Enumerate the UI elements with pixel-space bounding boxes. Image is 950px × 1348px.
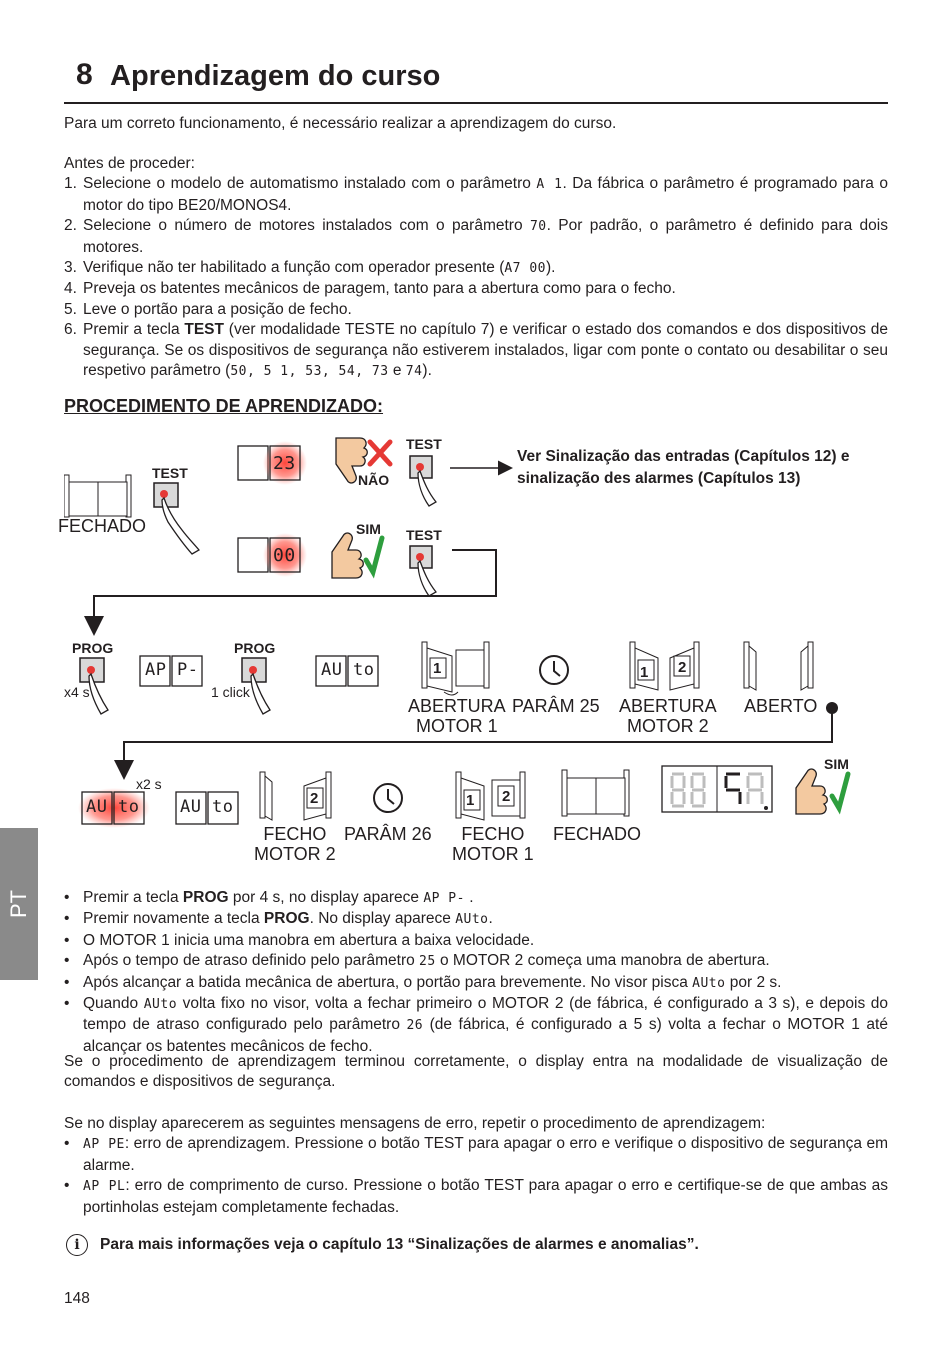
procedure-title: PROCEDIMENTO DE APRENDIZADO: <box>64 396 384 416</box>
test-button-icon <box>154 483 199 554</box>
list-item: • O MOTOR 1 inicia uma manobra em abertura a baixa velocidade. <box>64 931 888 951</box>
label-test: TEST <box>152 465 188 481</box>
intro-paragraph: Para um correto funcionamento, é necessário realizar a aprendizagem do curso. <box>64 115 617 132</box>
label-fechado: FECHADO <box>58 516 147 536</box>
label-test: TEST <box>406 436 442 452</box>
label-sim: SIM <box>824 756 849 772</box>
display-auto-1: AU <box>321 660 343 680</box>
test-button-icon <box>410 456 436 506</box>
param-code: 50, 5 1, 53, 54, 73 <box>230 364 389 380</box>
before-label: Antes de proceder: <box>64 155 195 172</box>
label-fecho-motor2: FECHO MOTOR 2 <box>254 824 336 864</box>
leaf-number: 2 <box>502 788 511 805</box>
param-code: A7 00 <box>504 261 546 277</box>
display-idle-icon <box>662 766 772 812</box>
label-aberto: ABERTO <box>744 696 818 716</box>
section-number: 8 <box>76 58 93 91</box>
display-err-value: 23 <box>273 453 296 474</box>
label-abertura-motor1: ABERTURA MOTOR 1 <box>408 696 506 736</box>
label-x2s: x2 s <box>136 776 162 792</box>
clock-icon <box>374 784 402 812</box>
leaf-number: 2 <box>678 659 687 676</box>
language-tab <box>0 828 38 980</box>
list-item: • AP PL: erro de comprimento de curso. Pressione o botão TEST para apagar o erro e certifique-se de que ambas as portinholas estejam completamente fechadas. <box>64 1176 888 1218</box>
display-auto-2: to <box>212 797 234 817</box>
list-item: • Após o tempo de atraso definido pelo parâmetro 25 o MOTOR 2 começa uma manobra de abertura. <box>64 951 888 972</box>
label-nao: NÃO <box>358 472 390 488</box>
display-auto-2: to <box>353 660 375 680</box>
info-icon: i <box>66 1234 88 1256</box>
list-item: 6. Premir a tecla TEST (ver modalidade TESTE no capítulo 7) e verificar o estado dos comandos e dos dispositivos de segurança. Se os dispositivos de segurança não estiverem instalados, ligar com ponte o contato ou desabilitar o seu respetivo parâmetro (50, 5 1, 53, 54, 73 e 74). <box>64 321 888 380</box>
leaf-number: 1 <box>640 664 649 681</box>
procedure-bullets <box>64 888 888 1057</box>
info-text: Para mais informações veja o capítulo 13 “Sinalizações de alarmes e anomalias”. <box>100 1236 699 1253</box>
learning-diagram <box>58 420 950 880</box>
list-item: 1. Selecione o modelo de automatismo instalado com o parâmetro A 1. Da fábrica o parâmetro é programado para o motor do tipo BE20/MONOS4. <box>64 175 889 214</box>
after-paragraph: Se o procedimento de aprendizagem terminou corretamente, o display entra na modalidade de visualização de comandos e dispositivos de segurança. <box>64 1053 888 1091</box>
param-code: 74 <box>405 364 423 380</box>
label-prog: PROG <box>234 640 276 656</box>
label-test: TEST <box>406 527 442 543</box>
list-item: 4. Preveja os batentes mecânicos de paragem, tanto para a abertura como para o fecho. <box>64 280 676 298</box>
list-item: • Premir a tecla PROG por 4 s, no display aparece AP P- . <box>64 888 888 909</box>
display-ap-2: P- <box>177 660 199 680</box>
gate-closing-motor2-icon <box>260 772 331 820</box>
before-section <box>64 154 888 382</box>
label-prog: PROG <box>72 640 114 656</box>
list-item: • AP PE: erro de aprendizagem. Pressione o botão TEST para apagar o erro e verifique o dispositivo de segurança em alarme. <box>64 1134 888 1176</box>
label-param26: PARÂM 26 <box>344 824 432 844</box>
list-item: 3. Verifique não ter habilitado a função com operador presente (A7 00). <box>64 259 556 277</box>
display-ap-1: AP <box>145 660 167 680</box>
list-item: 2. Selecione o número de motores instalados com o parâmetro 70. Por padrão, o parâmetro é definido para dois motores. <box>64 217 888 256</box>
gate-closed-icon <box>64 475 131 517</box>
label-x4s: x4 s <box>64 684 90 700</box>
list-item: • Quando AUto volta fixo no visor, volta a fechar primeiro o MOTOR 2 (de fábrica, é configurado a 3 s), e depois do tempo de atraso configurado pelo parâmetro 26 (de fábrica, é configurado a 5 s) volta a fechar o MOTOR 1 até alcançar os batentes mecânicos de fecho. <box>64 994 888 1057</box>
label-param25: PARÂM 25 <box>512 696 600 716</box>
thumbs-up-icon <box>796 769 848 814</box>
label-fechado: FECHADO <box>553 824 642 844</box>
errors-intro: Se no display aparecerem as seguintes mensagens de erro, repetir o procedimento de aprendizagem: <box>64 1115 766 1132</box>
display-ok-value: 00 <box>273 545 296 566</box>
list-item: • Premir novamente a tecla PROG. No display aparece AUto. <box>64 909 888 930</box>
note-signals: Ver Sinalização das entradas (Capítulos 12) e sinalização des alarmes (Capítulos 13) <box>517 448 850 487</box>
display-auto-1: AU <box>180 797 202 817</box>
label-sim: SIM <box>356 521 381 537</box>
label-1-click: 1 click <box>211 684 250 700</box>
list-item: • Após alcançar a batida mecânica de abertura, o portão para brevemente. No visor pisca AUto por 2 s. <box>64 973 888 994</box>
errors-section <box>64 1114 888 1218</box>
test-button-icon <box>410 546 436 596</box>
thumbs-up-icon <box>332 533 382 578</box>
page-title: Aprendizagem do curso <box>110 60 441 92</box>
gate-open-icon <box>744 642 813 690</box>
leaf-number: 2 <box>310 790 319 807</box>
page-number: 148 <box>64 1290 90 1307</box>
clock-icon <box>540 656 568 684</box>
steps-list <box>64 174 888 382</box>
param-code: A 1 <box>536 177 563 193</box>
leaf-number: 1 <box>433 660 442 677</box>
display-flash-2: to <box>118 797 140 817</box>
language-tab-label: PT <box>6 889 31 918</box>
label-fecho-motor1: FECHO MOTOR 1 <box>452 824 534 864</box>
display-flash-1: AU <box>86 797 108 817</box>
gate-closed-icon <box>562 770 629 816</box>
param-code: 70 <box>529 219 547 235</box>
list-item: 5. Leve o portão para a posição de fecho. <box>64 300 352 318</box>
leaf-number: 1 <box>466 792 475 809</box>
section-title <box>64 56 888 104</box>
label-abertura-motor2: ABERTURA MOTOR 2 <box>619 696 717 736</box>
